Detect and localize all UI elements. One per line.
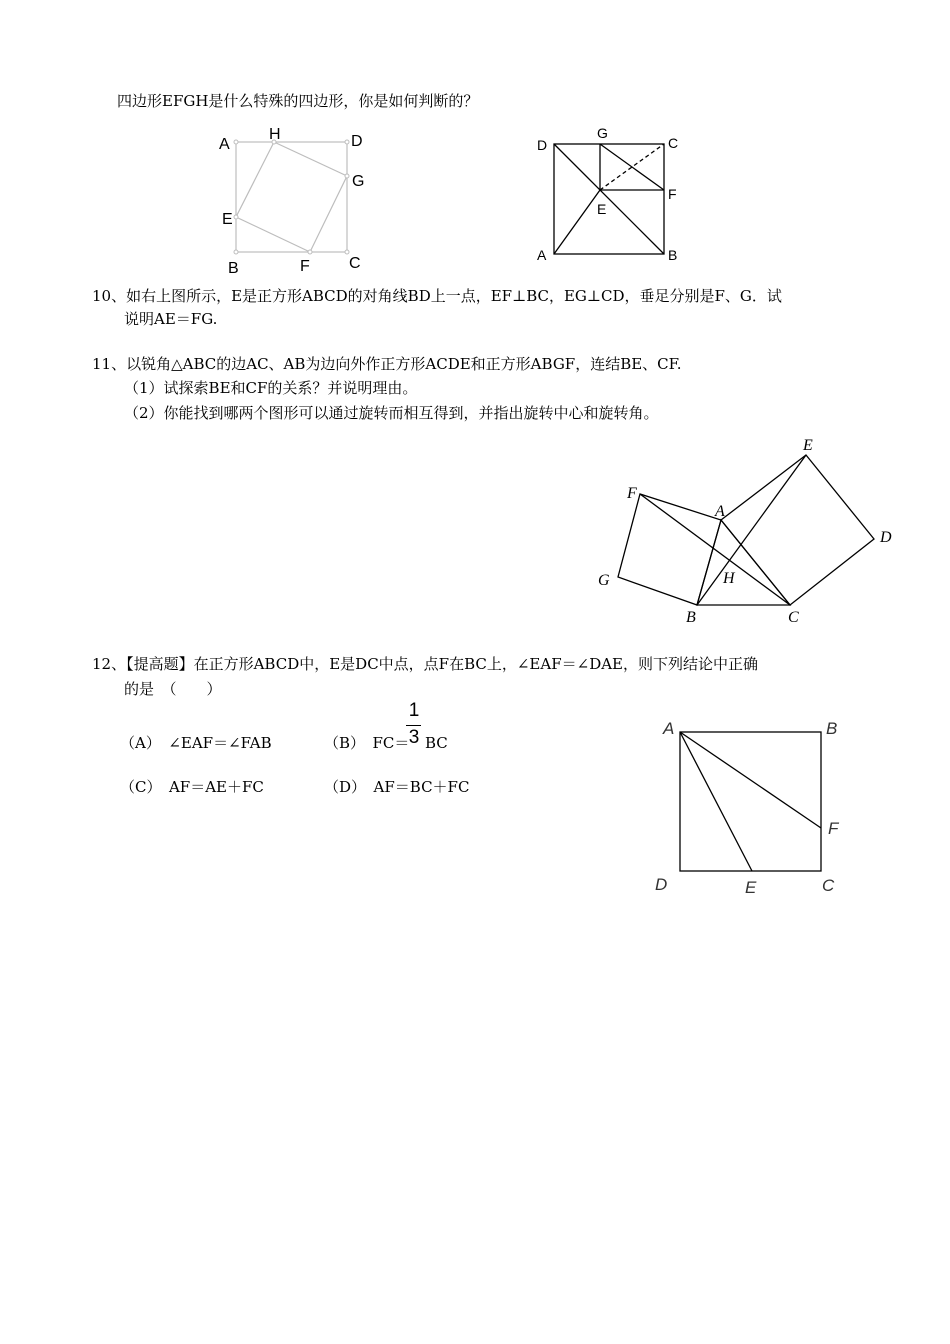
q12-option-d: （D） AF＝BC＋FC: [324, 778, 470, 796]
fig4-label-a: A: [663, 719, 675, 738]
q11-part-1: （1）试探索BE和CF的关系？并说明理由。: [124, 379, 418, 397]
q10-line-2: 说明AE＝FG.: [124, 310, 218, 328]
q9-question-text: 四边形EFGH是什么特殊的四边形，你是如何判断的？: [117, 92, 479, 110]
q10-line-1: 10、如右上图所示，E是正方形ABCD的对角线BD上一点，EF⊥BC，EG⊥CD，垂足分别是F、G．试: [92, 287, 782, 305]
fig2-label-b: B: [668, 247, 678, 263]
q12-option-b-denominator: 3: [408, 727, 420, 748]
fig3-label-h: H: [723, 570, 735, 587]
fig2-label-g: G: [597, 125, 608, 141]
q11-part-2: （2）你能找到哪两个图形可以通过旋转而相互得到，并指出旋转中心和旋转角。: [124, 404, 659, 422]
fig4-label-e: E: [745, 878, 757, 897]
fig3-label-b: B: [686, 609, 696, 626]
q12-option-a: （A） ∠EAF＝∠FAB: [120, 734, 272, 752]
fig3-label-d: D: [880, 529, 892, 546]
fig3-label-e: E: [803, 437, 813, 454]
fig3-label-a: A: [715, 503, 725, 520]
fig3-label-c: C: [788, 609, 799, 626]
fig4-label-b: B: [826, 719, 838, 738]
fig4-label-f: F: [828, 819, 839, 838]
figure-square-diagonal: [530, 120, 690, 270]
fig4-label-c: C: [822, 876, 835, 895]
fig3-label-g: G: [598, 572, 610, 589]
q12-option-b-prefix: （B） FC＝: [324, 734, 410, 752]
q12-option-b-numerator: 1: [408, 700, 420, 721]
figure-square-aef: [650, 710, 850, 905]
fig2-label-a: A: [537, 247, 547, 263]
q12-option-c: （C） AF＝AE＋FC: [120, 778, 264, 796]
q11-line-1: 11、以锐角△ABC的边AC、AB为边向外作正方形ACDE和正方形ABGF，连结BE、CF.: [92, 355, 682, 373]
fig1-label-b: B: [228, 260, 239, 277]
fig4-label-d: D: [655, 875, 668, 894]
fig1-label-g: G: [352, 173, 365, 190]
fig2-label-c: C: [668, 135, 679, 151]
fig2-label-e: E: [597, 201, 607, 217]
fig2-label-f: F: [668, 186, 677, 202]
fig1-label-f: F: [300, 258, 310, 275]
q12-line-1: 12、【提高题】在正方形ABCD中，E是DC中点，点F在BC上，∠EAF＝∠DAE，则下列结论中正确: [92, 655, 759, 673]
figure-square-efgh: [210, 120, 380, 280]
fig1-label-e: E: [222, 211, 233, 228]
q12-option-b-suffix: BC: [425, 734, 448, 752]
fig3-label-f: F: [627, 485, 637, 502]
figure-triangle-squares: [590, 430, 910, 630]
fig2-label-d: D: [537, 137, 548, 153]
fig1-label-d: D: [351, 133, 363, 150]
q12-line-2: 的是 （ ）: [124, 680, 222, 698]
fig1-label-c: C: [349, 255, 361, 272]
fig1-label-h: H: [269, 126, 281, 143]
q12-option-b-fraction-bar: [406, 725, 421, 726]
fig1-label-a: A: [219, 136, 230, 153]
